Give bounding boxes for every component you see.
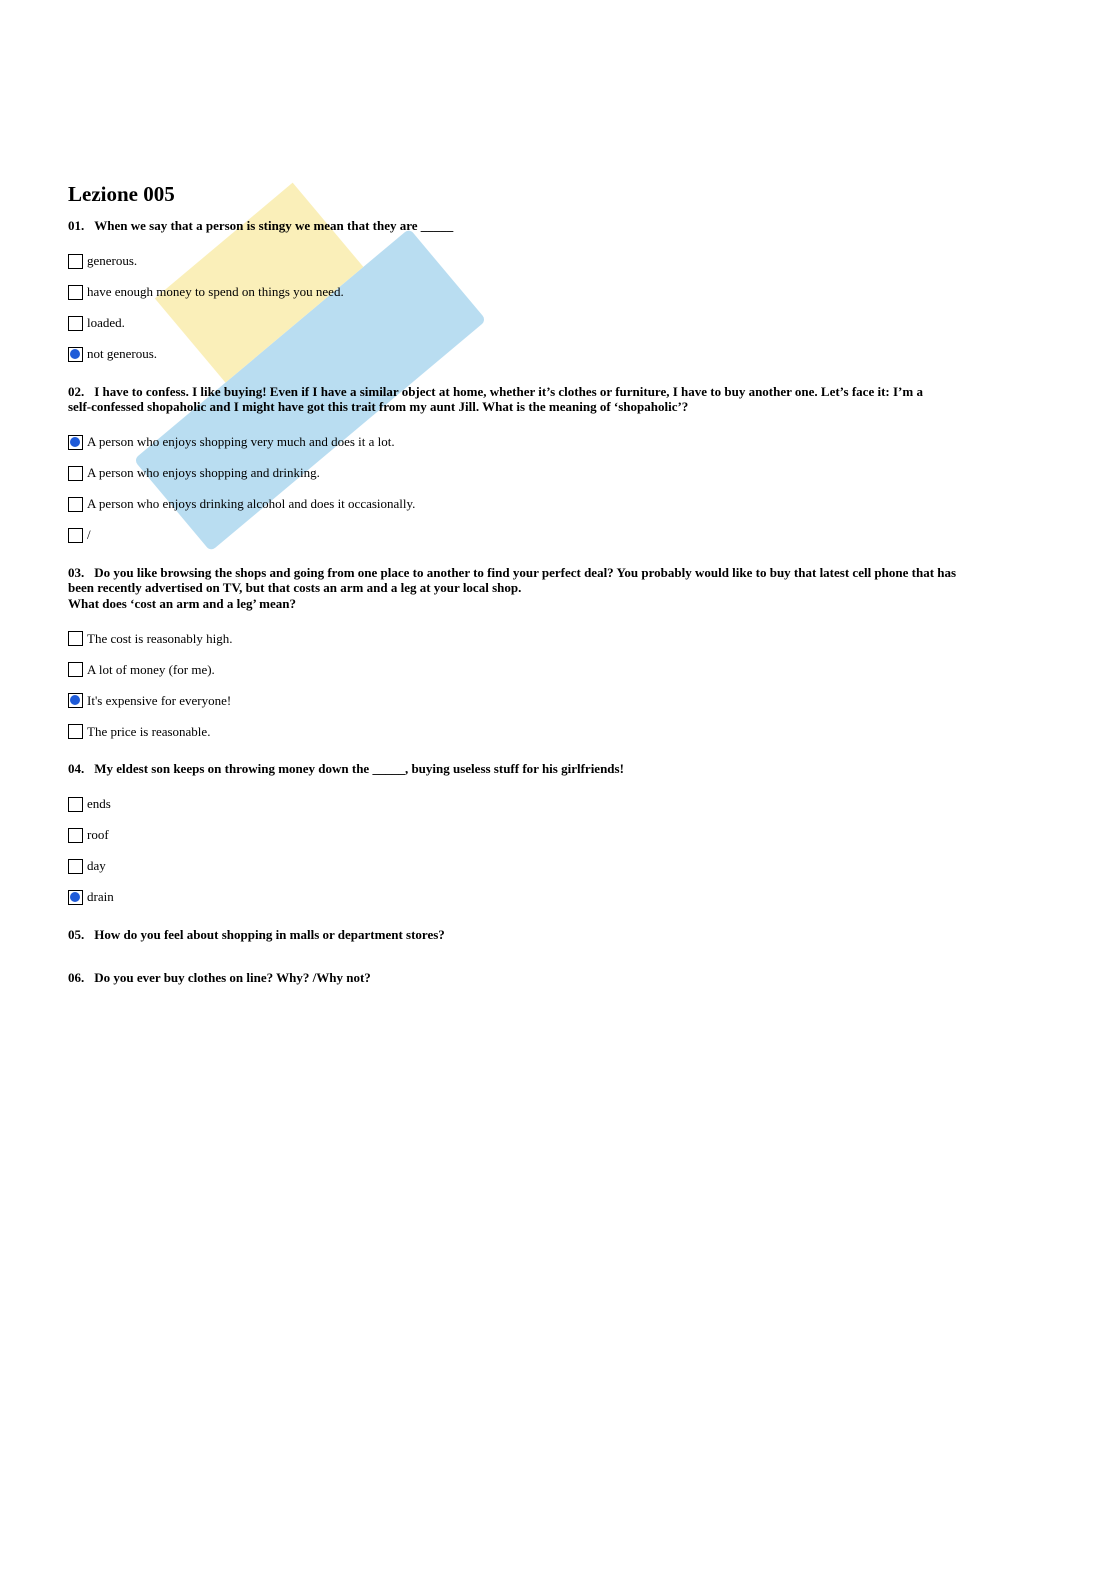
checkbox[interactable] [68,254,83,269]
option-row[interactable] [68,489,1048,520]
option-label: A lot of money (for me). [87,661,215,677]
question-01 [68,218,1048,384]
question-text [68,927,1048,943]
lesson-title: Lezione 005 [68,182,175,206]
option-row[interactable] [68,685,1048,716]
checkbox[interactable] [68,797,83,812]
question-line: self-confessed shopaholic and I might have got this trait from my aunt Jill. What is the meaning of ‘shopaholic’? [68,399,689,414]
checkbox[interactable] [68,285,83,300]
question-line: Do you ever buy clothes on line? Why? /Why not? [94,970,371,985]
option-label: have enough money to spend on things you need. [87,284,344,299]
question-number: 02. [68,383,85,399]
option-label: / [87,527,91,542]
checkbox-checked[interactable] [68,347,83,362]
spacer [68,551,1048,565]
checkbox[interactable] [68,528,83,543]
option-row[interactable] [68,308,1048,339]
checkbox[interactable] [68,828,83,843]
spacer [68,913,1048,927]
question-line: Do you like browsing the shops and going from one place to another to find your perfect deal? You probably would like to buy that latest cell phone that has [94,564,957,580]
question-04 [68,761,1048,927]
question-line: I have to confess. I like buying! Even if I have a similar object at home, whether it’s clothes or furniture, I have to buy another one. Let’s face it: I’m a [94,383,923,399]
question-text [68,565,1048,612]
option-label: A person who enjoys shopping and drinking. [87,465,320,480]
option-label: drain [87,889,114,904]
option-row[interactable] [68,623,1048,654]
question-line: What does ‘cost an arm and a leg’ mean? [68,595,296,611]
question-line: been recently advertised on TV, but that costs an arm and a leg at your local shop. [68,580,522,595]
option-label: A person who enjoys drinking alcohol and does it occasionally. [87,496,416,511]
option-label: roof [87,827,109,842]
option-label: It's expensive for everyone! [87,692,232,708]
option-row[interactable] [68,277,1048,308]
option-label: The cost is reasonably high. [87,630,233,646]
question-text [68,761,1048,777]
question-06 [68,970,1048,986]
option-label: ends [87,796,111,811]
question-number: 05. [68,926,85,942]
quiz-page [68,180,1048,1014]
spacer [68,747,1048,761]
option-label: not generous. [87,346,158,361]
option-label: day [87,858,106,873]
option-row[interactable] [68,851,1048,882]
option-row[interactable] [68,654,1048,685]
checkbox[interactable] [68,662,83,677]
option-row[interactable] [68,520,1048,551]
checkbox[interactable] [68,497,83,512]
option-label: A person who enjoys shopping very much and does it a lot. [87,434,395,449]
option-label: The price is reasonable. [87,723,211,739]
question-number: 01. [68,218,85,233]
question-line: How do you feel about shopping in malls or department stores? [94,926,445,942]
question-text [68,218,1048,234]
question-03 [68,565,1048,762]
question-05 [68,927,1048,943]
question-line: My eldest son keeps on throwing money down the _____, buying useless stuff for his girlfriends! [94,761,624,776]
option-row[interactable] [68,458,1048,489]
question-number: 03. [68,564,85,580]
question-02 [68,384,1048,565]
option-label: generous. [87,253,138,268]
question-line: When we say that a person is stingy we mean that they are _____ [94,218,454,233]
question-number: 04. [68,761,85,776]
question-text [68,970,1048,986]
checkbox[interactable] [68,859,83,874]
checkbox[interactable] [68,316,83,331]
checkbox[interactable] [68,466,83,481]
spacer [68,370,1048,384]
option-row[interactable] [68,882,1048,913]
checkbox[interactable] [68,724,83,739]
option-row[interactable] [68,339,1048,370]
checkbox-checked[interactable] [68,890,83,905]
option-row[interactable] [68,427,1048,458]
option-label: loaded. [87,315,125,330]
question-text [68,384,1048,415]
checkbox[interactable] [68,631,83,646]
question-number: 06. [68,970,85,985]
checkbox-checked[interactable] [68,435,83,450]
option-row[interactable] [68,246,1048,277]
option-row[interactable] [68,716,1048,747]
option-row[interactable] [68,820,1048,851]
option-row[interactable] [68,789,1048,820]
checkbox-checked[interactable] [68,693,83,708]
